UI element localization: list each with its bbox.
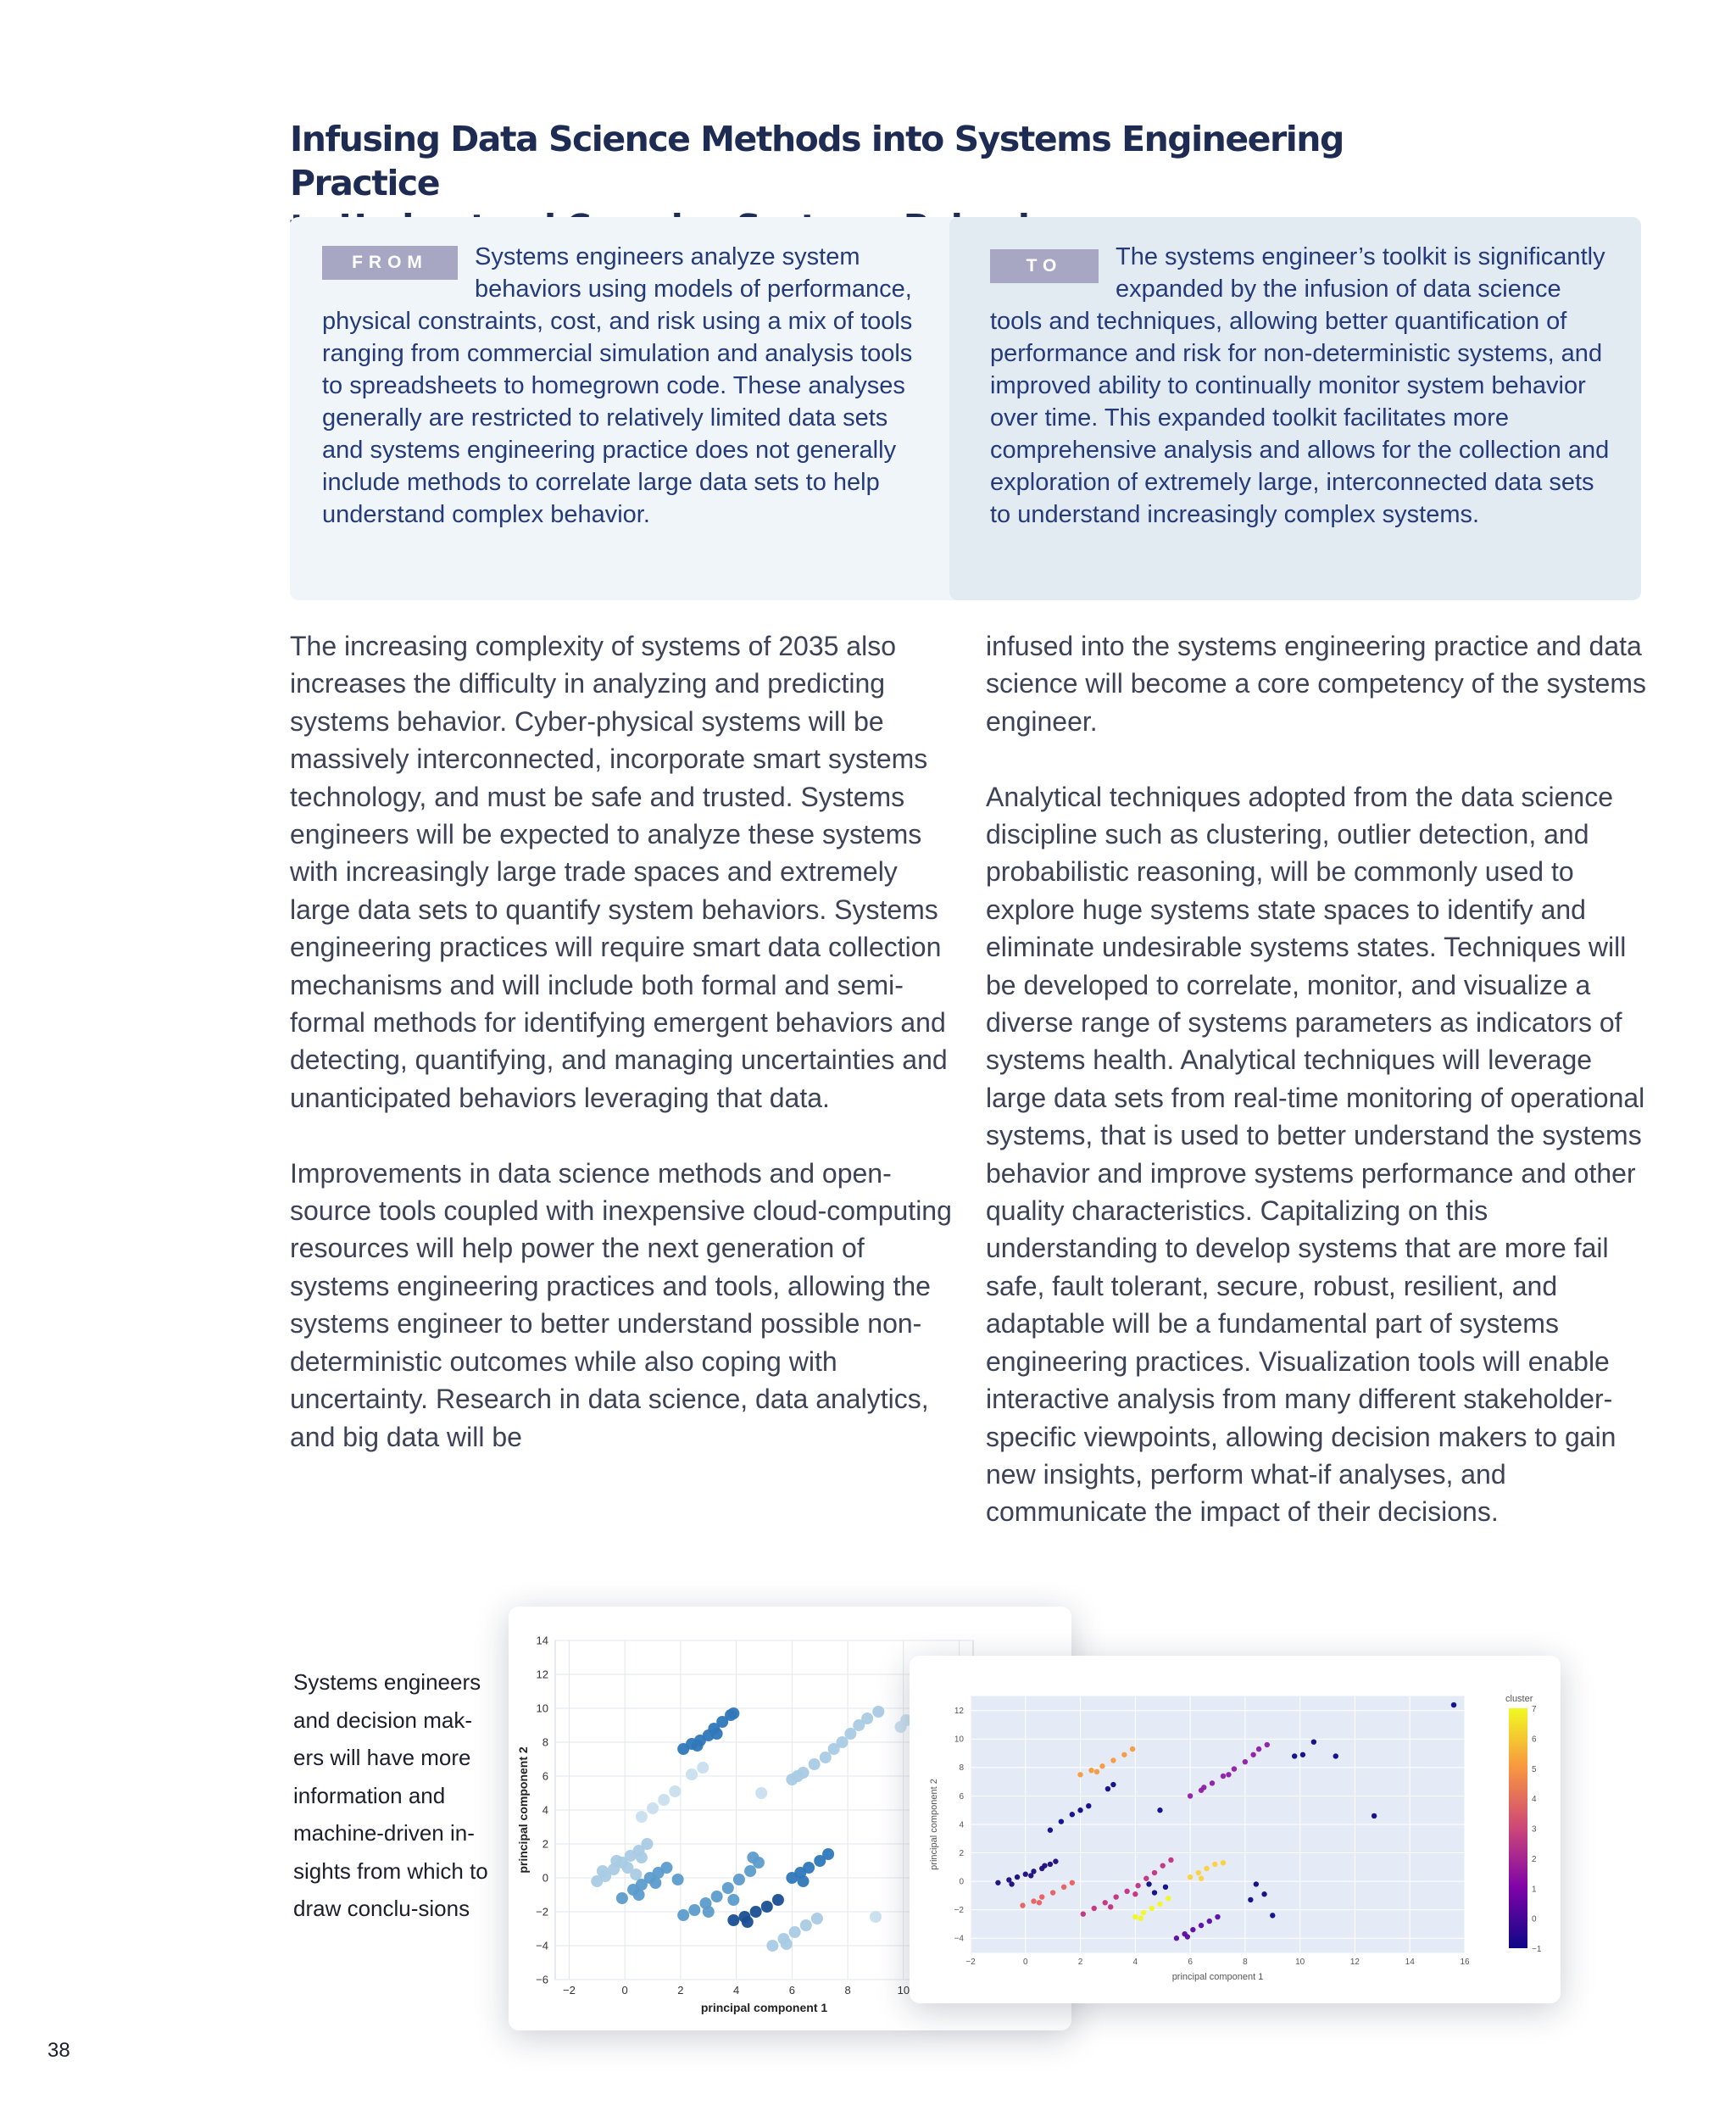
scatter-plot-2 <box>910 1656 1561 2003</box>
data-point <box>792 1770 804 1782</box>
x-axis-label: principal component 1 <box>1171 1972 1264 1982</box>
data-point <box>1270 1913 1275 1918</box>
x-tick-label: 4 <box>1132 1958 1138 1967</box>
y-tick-label: 14 <box>536 1634 548 1647</box>
data-point <box>1157 1902 1162 1907</box>
data-point <box>1048 1862 1053 1867</box>
data-point <box>1070 1880 1075 1885</box>
data-point <box>1061 1885 1066 1890</box>
data-point <box>1009 1881 1014 1886</box>
data-point <box>669 1785 681 1797</box>
data-point <box>1190 1927 1195 1932</box>
data-point <box>1243 1759 1248 1764</box>
data-point <box>1081 1912 1086 1917</box>
x-tick-label: 10 <box>1295 1958 1305 1967</box>
data-point <box>1146 1881 1151 1886</box>
y-tick-label: −4 <box>954 1934 964 1944</box>
data-point <box>809 1758 821 1770</box>
data-point <box>861 1713 873 1724</box>
data-point <box>633 1889 645 1901</box>
body-paragraph: Improvements in data science methods and open-source tools coupled with inexpensive cloud-computing resources will help power the next generation of systems engineering practices and tools, allowing the systems engineer to better understand possible non-deterministic outcomes while also coping with uncertainty. Research in data science, data analytics, and big data will be <box>290 1157 952 1452</box>
data-point <box>1250 1752 1255 1757</box>
colorbar-tick-label: 1 <box>1532 1885 1537 1895</box>
y-tick-label: −2 <box>536 1905 548 1919</box>
body-paragraph: The increasing complexity of systems of 2035 also increases the difficulty in analyzing and predicting systems behavior. Cyber-physical systems will be massively interconnected, incorporate smart systems technology, and must be safe and trusted. Systems engineers will be expected to analyze these systems with increasingly large trade spaces and extremely large data sets to quantify system behaviors. Systems engineering practices will require smart data collection mechanisms and will include both formal and semi-formal methods for identifying emergent behaviors and detecting, quantifying, and managing uncertainties and unanticipated behaviors leveraging that data. <box>290 631 948 1113</box>
data-point <box>1221 1774 1226 1779</box>
y-tick-label: 4 <box>542 1803 548 1817</box>
data-point <box>1265 1742 1270 1747</box>
data-point <box>1166 1896 1171 1901</box>
data-point <box>636 1811 648 1823</box>
to-text: The systems engineer’s toolkit is significantly expanded by the infusion of data science tools and techniques, allowing better quantification of performance and risk for non-deterministic systems, and improved ability to continually monitor system behavior over time. This expanded toolkit facilitates more comprehensive analysis and allows for the collection and exploration of extremely large, interconnected data sets to understand increasingly complex systems. <box>990 243 1610 528</box>
data-point <box>1221 1860 1226 1865</box>
data-point <box>747 1852 759 1863</box>
data-point <box>1232 1766 1237 1771</box>
x-tick-label: 0 <box>621 1984 628 1997</box>
data-point <box>1143 1876 1149 1881</box>
x-tick-label: 12 <box>1349 1958 1360 1967</box>
data-point <box>761 1901 773 1913</box>
data-point <box>1204 1866 1209 1871</box>
data-point <box>1031 1898 1036 1903</box>
colorbar-tick-label: −1 <box>1532 1945 1542 1954</box>
x-tick-label: 2 <box>1077 1958 1083 1967</box>
data-point <box>1254 1881 1259 1886</box>
data-point <box>688 1904 700 1916</box>
data-point <box>1185 1934 1190 1939</box>
x-tick-label: 8 <box>1243 1958 1248 1967</box>
data-point <box>733 1874 745 1885</box>
data-point <box>1077 1807 1082 1813</box>
data-point <box>1124 1889 1129 1894</box>
colorbar-tick-label: 5 <box>1532 1764 1537 1774</box>
x-tick-label: 2 <box>677 1984 684 1997</box>
data-point <box>1094 1769 1099 1774</box>
data-point <box>1248 1897 1253 1902</box>
data-point <box>800 1919 812 1931</box>
colorbar-tick-label: 3 <box>1532 1824 1537 1835</box>
data-point <box>711 1728 723 1740</box>
data-point <box>1138 1916 1143 1921</box>
body-column-right <box>986 627 1655 1568</box>
data-point <box>1088 1768 1093 1773</box>
data-point <box>727 1894 739 1906</box>
x-tick-label: 6 <box>1188 1958 1193 1967</box>
data-point <box>1039 1894 1044 1899</box>
data-point <box>1108 1904 1113 1909</box>
data-point <box>1226 1772 1231 1777</box>
data-point <box>636 1852 648 1863</box>
data-point <box>1201 1785 1206 1790</box>
data-point <box>766 1940 778 1952</box>
y-tick-label: 12 <box>536 1668 548 1681</box>
y-tick-label: −2 <box>954 1906 964 1915</box>
y-tick-label: −6 <box>536 1973 548 1986</box>
data-point <box>811 1913 823 1924</box>
y-tick-label: 10 <box>954 1735 964 1745</box>
data-point <box>658 1794 670 1806</box>
data-point <box>1188 1874 1193 1880</box>
y-tick-label: 2 <box>959 1848 964 1858</box>
x-tick-label: 10 <box>897 1984 910 1997</box>
body-column-left <box>290 627 960 1493</box>
y-tick-label: −4 <box>536 1939 548 1952</box>
data-point <box>727 1914 739 1926</box>
data-point <box>1103 1900 1108 1905</box>
data-point <box>692 1740 704 1752</box>
from-to-box <box>290 217 1641 600</box>
data-point <box>803 1862 815 1874</box>
page-title-line-1: Infusing Data Science Methods into Systems Engineering Practice <box>290 119 1344 203</box>
data-point <box>1132 1914 1138 1919</box>
data-point <box>711 1891 723 1902</box>
data-point <box>1020 1902 1025 1908</box>
data-point <box>1023 1872 1028 1877</box>
data-point <box>1050 1890 1055 1895</box>
data-point <box>597 1865 609 1877</box>
y-axis-label: principal component 2 <box>516 1746 530 1874</box>
data-point <box>750 1906 762 1918</box>
data-point <box>660 1862 672 1874</box>
data-point <box>1292 1753 1297 1758</box>
to-tag: TO <box>990 249 1099 283</box>
y-axis-label: principal component 2 <box>929 1779 939 1870</box>
data-point <box>755 1787 767 1799</box>
data-point <box>1451 1702 1456 1707</box>
data-point <box>820 1752 832 1763</box>
data-point <box>1196 1870 1201 1875</box>
data-point <box>1059 1818 1064 1824</box>
data-point <box>1215 1914 1220 1919</box>
data-point <box>672 1874 684 1885</box>
data-point <box>1070 1812 1075 1817</box>
colorbar-tick-label: 0 <box>1532 1914 1537 1924</box>
data-point <box>1037 1900 1042 1905</box>
colorbar-tick-label: 7 <box>1532 1705 1537 1714</box>
x-axis-label: principal component 1 <box>700 2001 828 2014</box>
data-point <box>1053 1858 1058 1863</box>
data-point <box>647 1802 659 1814</box>
data-point <box>1110 1757 1116 1763</box>
data-point <box>1077 1772 1082 1777</box>
from-tag: FROM <box>322 246 458 280</box>
y-tick-label: 0 <box>542 1871 548 1885</box>
y-tick-label: 6 <box>542 1769 548 1783</box>
data-point <box>1333 1753 1338 1758</box>
y-tick-label: 0 <box>959 1877 964 1887</box>
data-point <box>1105 1786 1110 1791</box>
y-tick-label: 10 <box>536 1701 548 1715</box>
data-point <box>610 1855 622 1867</box>
y-tick-label: 6 <box>959 1791 964 1802</box>
data-point <box>1099 1763 1104 1768</box>
x-tick-label: −2 <box>965 1958 976 1967</box>
y-tick-label: 4 <box>959 1820 964 1830</box>
data-point <box>1028 1873 1033 1878</box>
data-point <box>1092 1906 1097 1911</box>
data-point <box>722 1882 734 1894</box>
y-tick-label: 8 <box>542 1735 548 1749</box>
data-point <box>697 1762 709 1774</box>
data-point <box>1086 1803 1091 1808</box>
scatter-plot-card-2 <box>910 1656 1561 2003</box>
x-tick-label: −2 <box>563 1984 576 1997</box>
data-point <box>1048 1828 1053 1833</box>
x-tick-label: 8 <box>844 1984 851 1997</box>
data-point <box>649 1877 661 1889</box>
data-point <box>1135 1883 1140 1888</box>
data-point <box>798 1875 810 1887</box>
x-tick-label: 0 <box>1022 1958 1028 1967</box>
data-point <box>1188 1793 1193 1798</box>
data-point <box>1174 1935 1179 1941</box>
data-point <box>1110 1782 1116 1787</box>
data-point <box>1141 1910 1146 1915</box>
data-point <box>677 1909 689 1921</box>
data-point <box>1113 1894 1118 1899</box>
data-point <box>772 1894 784 1906</box>
data-point <box>1261 1891 1266 1896</box>
data-point <box>1311 1739 1316 1744</box>
data-point <box>1300 1752 1305 1757</box>
data-point <box>870 1911 882 1923</box>
data-point <box>1199 1923 1204 1928</box>
from-text: Systems engineers analyze system behaviors using models of performance, physical constraints, cost, and risk using a mix of tools ranging from commercial simulation and analysis tools to spreadsheets to homegrown code. These analyses generally are restricted to relatively limited data sets and systems engineering practice does not generally include methods to correlate large data sets to help understand complex behavior. <box>322 243 913 528</box>
x-tick-label: 16 <box>1460 1958 1470 1967</box>
colorbar-tick-label: 4 <box>1532 1795 1537 1805</box>
data-point <box>1121 1752 1127 1757</box>
data-point <box>1372 1813 1377 1818</box>
data-point <box>1149 1906 1155 1911</box>
data-point <box>995 1880 1000 1885</box>
data-point <box>822 1848 834 1860</box>
data-point <box>630 1869 642 1880</box>
y-tick-label: 2 <box>542 1837 548 1851</box>
body-paragraph: Analytical techniques adopted from the data science discipline such as clustering, outlier detection, and probabilistic reasoning, will be commonly used to explore huge systems state spaces to identify and eliminate undesirable systems states. Techniques will be developed to correlate, monitor, and visualize a diverse range of systems parameters as indicators of systems health. Analytical techniques will leverage large data sets from real-time monitoring of operational systems, that is used to better understand the systems behavior and improve systems performance and other quality characteristics. Capitalizing on this understanding to develop systems that are more fail safe, fault tolerant, secure, robust, resilient, and adaptable will be a fundamental part of systems engineering practices. Visualization tools will enable interactive analysis from many different stakeholder-specific viewpoints, allowing decision makers to gain new insights, perform what-if analyses, and communicate the impact of their decisions. <box>986 781 1645 1528</box>
figure-caption: Systems engineers and decision mak-ers will have more information and machine-driven in-sights from which to draw conclu-sions <box>293 1669 488 1921</box>
data-point <box>837 1736 849 1748</box>
body-paragraph: infused into the systems engineering practice and data science will become a core competency of the systems engineer. <box>986 631 1646 737</box>
data-point <box>641 1838 653 1850</box>
data-point <box>844 1728 856 1740</box>
data-point <box>742 1916 754 1928</box>
colorbar-tick-label: 6 <box>1532 1735 1537 1745</box>
data-point <box>1210 1780 1215 1785</box>
x-tick-label: 4 <box>733 1984 740 1997</box>
colorbar-tick-label: 2 <box>1532 1854 1537 1864</box>
data-point <box>616 1892 628 1904</box>
data-point <box>1157 1807 1162 1813</box>
colorbar <box>1509 1708 1527 1948</box>
data-point <box>703 1906 715 1918</box>
to-panel <box>990 241 1617 531</box>
data-point <box>789 1926 801 1938</box>
data-point <box>1130 1746 1135 1752</box>
from-panel <box>322 241 915 531</box>
data-point <box>1212 1862 1217 1867</box>
data-point <box>1152 1870 1157 1875</box>
y-tick-label: 12 <box>954 1707 964 1717</box>
x-tick-label: 14 <box>1405 1958 1415 1967</box>
data-point <box>1256 1746 1261 1752</box>
data-point <box>1132 1891 1138 1896</box>
y-tick-label: 8 <box>959 1763 964 1774</box>
data-point <box>1152 1890 1157 1895</box>
data-point <box>1199 1876 1204 1881</box>
data-point <box>1168 1857 1173 1863</box>
colorbar-title: cluster <box>1505 1694 1533 1704</box>
data-point <box>686 1768 698 1780</box>
data-point <box>872 1706 884 1718</box>
page-number: 38 <box>47 2039 70 2062</box>
data-point <box>1015 1874 1020 1880</box>
data-point <box>781 1938 793 1950</box>
data-point <box>1163 1885 1168 1890</box>
data-point <box>744 1865 756 1877</box>
data-point <box>727 1707 739 1719</box>
data-point <box>1207 1919 1212 1924</box>
data-point <box>1042 1863 1047 1868</box>
data-point <box>1160 1863 1166 1868</box>
x-tick-label: 6 <box>788 1984 795 1997</box>
